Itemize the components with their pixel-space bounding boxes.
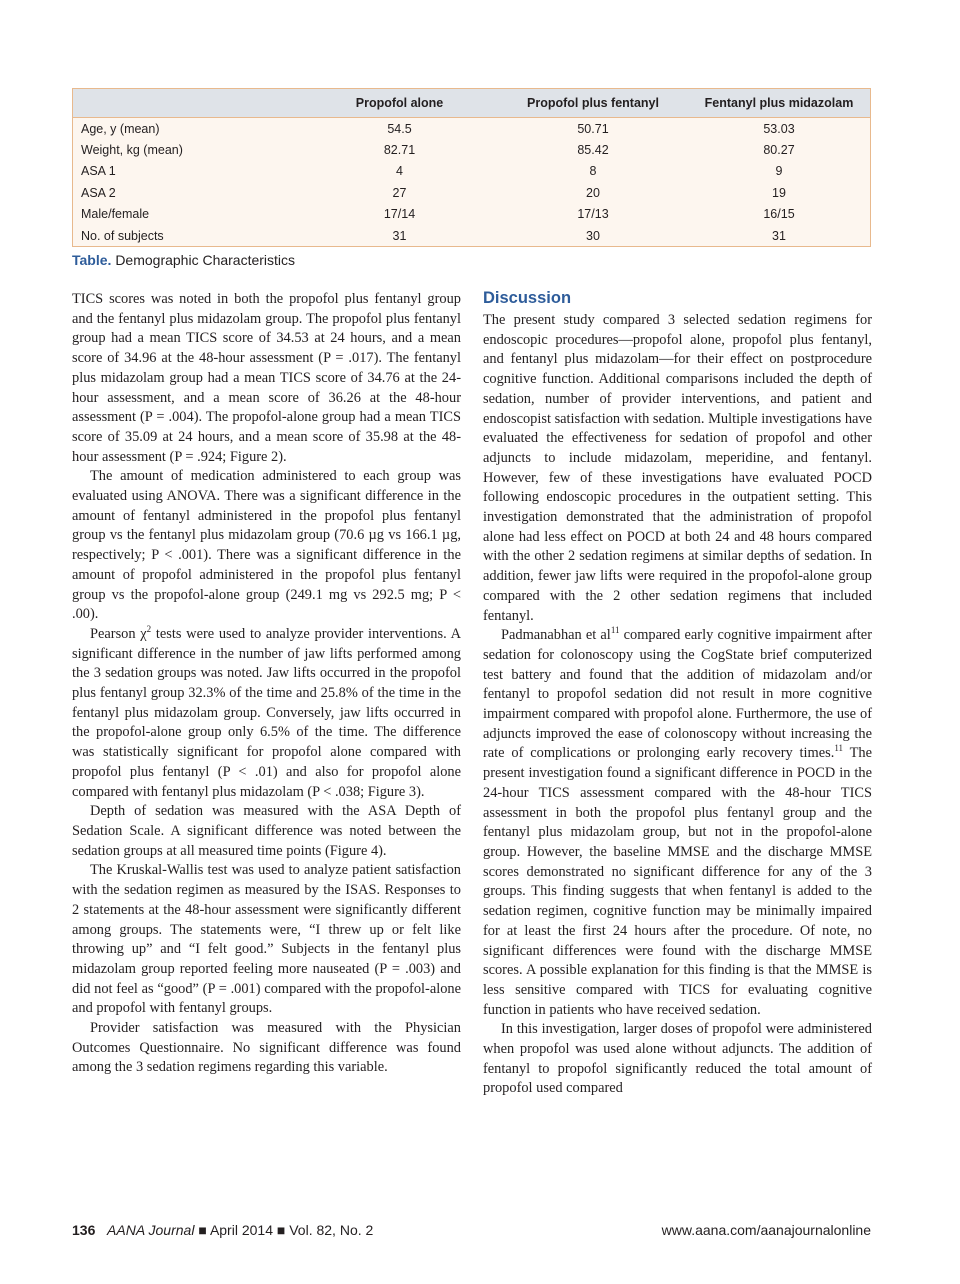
table-cell: 50.71 — [498, 118, 688, 140]
paragraph: In this investigation, larger doses of propofol were administered when propofol was used alone without adjuncts. The addition of fentanyl to propofol significantly reduced the total amount of propofol used compared — [483, 1021, 872, 1097]
left-column — [72, 290, 461, 1078]
paragraph: Provider satisfaction was measured with the Physician Outcomes Questionnaire. No significant difference was found among the 3 sedation regimens regarding this variable. — [72, 1020, 461, 1076]
table-row — [73, 161, 871, 182]
citation-superscript: 11 — [610, 625, 620, 636]
text-span: The present investigation found a significant difference in POCD in the 24-hour TICS assessment compared with the 48-hour TICS assessment in both the propofol plus fentanyl group and the fentanyl plus midazolam group, but not in the propofol-alone group. However, the baseline MMSE and the discharge MMSE scores demonstrated no significant difference for any of the 3 groups. This finding suggests that when fentanyl is added to the sedation regimen, cognitive function may be minimally impaired for at least the first 24 hours after the procedure. Of note, no significant differences were found with the discharge MMSE scores. A possible explanation for this finding is that the MMSE is less sensitive compared with TICS for evaluating cognitive function in patients who have received sedation. — [483, 745, 872, 1018]
table-caption — [72, 252, 295, 268]
table-header-cell — [73, 89, 302, 118]
paragraph — [483, 626, 872, 1020]
journal-url: www.aana.com/aanajournalonline — [661, 1222, 871, 1238]
table-header-cell: Fentanyl plus midazolam — [688, 89, 871, 118]
table-cell: 16/15 — [688, 204, 871, 225]
page-number: 136 — [72, 1222, 96, 1238]
table-row — [73, 204, 871, 225]
text-span: Pearson χ — [90, 625, 147, 642]
journal-name: AANA Journal — [107, 1222, 195, 1238]
section-heading: Discussion — [483, 289, 572, 307]
text-span: tests were used to analyze provider interventions. A significant difference in the number of jaw lifts performed among the 3 sedation groups was noted. Jaw lifts occurred in the propofol plus fentanyl group 32.3% of the time and 25.8% of the time in the fentanyl plus midazolam group. Conversely, jaw lifts occurred in the propofol-alone group only 6.5% of the time. The difference was statistically significant for propofol alone compared with propofol plus fentanyl (P < .01) and also for propofol alone compared with fentanyl plus midazolam (P < .038; Figure 3). — [72, 625, 462, 800]
paragraph: TICS scores was noted in both the propofol plus fentanyl group and the fentanyl plus midazolam group. The propofol plus fentanyl group had a mean TICS score of 34.53 at 24 hours, and a mean score of 34.96 at the 48-hour assessment (P = .017). The fentanyl plus midazolam group had a mean TICS score of 34.76 at the 24-hour assessment, and a mean score of 36.26 at the 48-hour assessment (P = .004). The propofol-alone group had a mean TICS score of 35.09 at 24 hours, and a mean score of 35.98 at the 48-hour assessment (P = .924; Figure 2). — [72, 291, 461, 465]
separator-icon: ■ — [198, 1222, 207, 1238]
table-cell: Age, y (mean) — [73, 118, 302, 140]
text-span: compared early cognitive impairment after sedation for colonoscopy using the CogState brief computerized test battery and found that the addition of midazolam and/or fentanyl to propofol sedation did not result in more cognitive impairment compared with propofol alone. Furthermore, the use of adjuncts improved the ease of colonoscopy without increasing the rate of complications or prolonging early recovery times. — [483, 627, 872, 762]
superscript: 2 — [146, 624, 152, 635]
paragraph: Depth of sedation was measured with the ASA Depth of Sedation Scale. A significant difference was noted between the sedation groups at all measured time points (Figure 4). — [72, 803, 461, 859]
table-cell: 30 — [498, 225, 688, 247]
issue-date: April 2014 — [209, 1222, 273, 1238]
table-caption-text: Demographic Characteristics — [115, 252, 296, 268]
separator-icon: ■ — [276, 1222, 286, 1238]
table-header-cell: Propofol plus fentanyl — [498, 89, 688, 118]
paragraph: The amount of medication administered to each group was evaluated using ANOVA. There was a significant difference in the amount of fentanyl administered in the propofol plus fentanyl group vs the fentanyl plus midazolam group (70.6 µg vs 166.1 µg, respectively; P < .001). There was a significant difference in the amount of propofol administered in the propofol plus fentanyl group vs the propofol-alone group (249.1 mg vs 292.5 mg; P < .00). — [72, 468, 461, 623]
table-row — [73, 118, 871, 140]
table-cell: 54.5 — [301, 118, 498, 140]
table-cell: ASA 1 — [73, 161, 302, 182]
table-cell: No. of subjects — [73, 225, 302, 247]
page-footer — [72, 1222, 871, 1238]
volume-info: Vol. 82, No. 2 — [289, 1222, 374, 1238]
right-column — [483, 288, 872, 1099]
table-cell: 31 — [688, 225, 871, 247]
demographics-table — [72, 88, 871, 247]
table-cell: 80.27 — [688, 139, 871, 160]
paragraph: The present study compared 3 selected sedation regimens for endoscopic procedures—propofol alone, propofol plus fentanyl, and fentanyl plus midazolam—for their effect on postprocedure cognitive function. Additional comparisons included the depth of sedation, number of provider interventions, and patient and endoscopist satisfaction with sedation. Multiple investigations have evaluated the effectiveness for sedation of propofol and other adjuncts to include midazolam, meperidine, and fentanyl. However, few of these investigations have evaluated POCD following endoscopic procedures in the outpatient setting. This investigation demonstrated that the administration of propofol alone had less effect on POCD at both 24 and 48 hours compared with the other 2 sedation regimens at similar depths of sedation. In addition, fewer jaw lifts were required in the propofol-alone group compared with the 2 other sedation regimens that included fentanyl. — [483, 312, 872, 624]
table-cell: 9 — [688, 161, 871, 182]
table-cell: 8 — [498, 161, 688, 182]
citation-superscript: 11 — [834, 743, 844, 754]
table-caption-label: Table. — [72, 252, 112, 268]
table-cell: Weight, kg (mean) — [73, 139, 302, 160]
table-cell: 27 — [301, 182, 498, 203]
table-header-row — [73, 89, 871, 118]
table-row — [73, 225, 871, 247]
table-cell: ASA 2 — [73, 182, 302, 203]
table-cell: 17/14 — [301, 204, 498, 225]
text-span: Padmanabhan et al — [501, 627, 611, 644]
paragraph — [72, 625, 461, 802]
paragraph: The Kruskal-Wallis test was used to analyze patient satisfaction with the sedation regimen as measured by the ISAS. Responses to 2 statements at the 48-hour assessment were significantly different among groups. The statements were, “I threw up or felt like throwing up” and “I felt good.” Subjects in the fentanyl plus midazolam group reported feeling more nauseated (P = .003) and did not feel as “good” (P = .001) compared with the propofol-alone and propofol with fentanyl groups. — [72, 862, 461, 1017]
table-cell: 20 — [498, 182, 688, 203]
table-cell: 85.42 — [498, 139, 688, 160]
table-cell: 31 — [301, 225, 498, 247]
table-cell: 4 — [301, 161, 498, 182]
table-cell: 53.03 — [688, 118, 871, 140]
table-cell: Male/female — [73, 204, 302, 225]
table-cell: 82.71 — [301, 139, 498, 160]
table-row — [73, 139, 871, 160]
table-cell: 17/13 — [498, 204, 688, 225]
table-cell: 19 — [688, 182, 871, 203]
table-header-cell: Propofol alone — [301, 89, 498, 118]
table-row — [73, 182, 871, 203]
